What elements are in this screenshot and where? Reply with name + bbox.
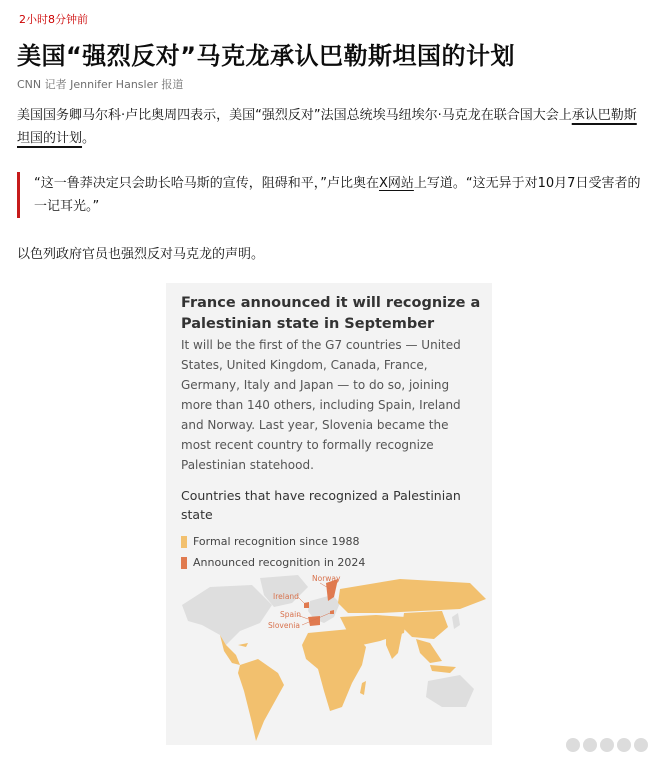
map-caribbean bbox=[238, 643, 248, 647]
watermark-dot-icon bbox=[583, 738, 597, 752]
article-byline bbox=[17, 76, 183, 92]
watermark-dot-icon bbox=[617, 738, 631, 752]
infographic-description: It will be the first of the G7 countries — United States, United Kingdom, Canada, France, Germany, Italy and Japan — to do so, joining more than 140 others, including Spain, Ireland and Norway. Last year, Slovenia became the most recent country to formally recognize Palestinian statehood. bbox=[181, 338, 461, 472]
map-japan bbox=[452, 613, 460, 629]
map-china bbox=[402, 611, 448, 639]
rubio-quote-block bbox=[17, 172, 652, 218]
watermark-dot-icon bbox=[634, 738, 648, 752]
map-subtitle: Countries that have recognized a Palestinian state bbox=[181, 488, 461, 522]
recognition-infographic bbox=[166, 283, 492, 745]
byline-source[interactable]: CNN bbox=[17, 78, 42, 91]
map-ireland bbox=[304, 602, 309, 608]
map-russia bbox=[338, 579, 486, 613]
map-south-america bbox=[238, 659, 284, 741]
map-india bbox=[386, 633, 402, 659]
map-north-america bbox=[182, 585, 272, 645]
map-madagascar bbox=[360, 681, 366, 695]
legend-swatch-announced bbox=[181, 557, 187, 569]
legend-item-formal bbox=[181, 535, 359, 548]
article-headline: 美国“强烈反对”马克龙承认巴勒斯坦国的计划 bbox=[17, 42, 516, 70]
quote-text-after: 上写道。“这无异于对10月7日受害者的一记耳光。” bbox=[34, 176, 641, 214]
map-southeast-asia bbox=[416, 639, 442, 663]
map-indonesia bbox=[430, 665, 456, 673]
legend-item-announced bbox=[181, 556, 365, 569]
map-australia bbox=[426, 675, 474, 707]
world-map bbox=[180, 573, 490, 743]
legend-swatch-formal bbox=[181, 536, 187, 548]
map-label-slovenia: Slovenia bbox=[268, 621, 300, 630]
map-spain bbox=[308, 616, 320, 626]
byline-reporter-prefix: 记者 bbox=[44, 78, 67, 91]
paragraph-1-end: 。 bbox=[82, 131, 96, 146]
recognize-palestine-link[interactable]: 承认巴勒斯坦国的计划 bbox=[17, 108, 637, 146]
article-paragraph-2: 以色列政府官员也强烈反对马克龙的声明。 bbox=[17, 247, 265, 262]
byline-reporter-suffix: 报道 bbox=[161, 78, 184, 91]
x-website-link[interactable]: X网站 bbox=[378, 176, 414, 191]
legend-label-formal: Formal recognition since 1988 bbox=[193, 535, 360, 548]
byline-reporter[interactable]: Jennifer Hansler bbox=[70, 78, 158, 91]
map-label-norway: Norway bbox=[312, 574, 341, 583]
article-paragraph-1 bbox=[17, 104, 647, 150]
watermark-decoration bbox=[566, 738, 648, 752]
map-africa bbox=[302, 629, 366, 711]
paragraph-1-text: 美国国务卿马尔科·卢比奥周四表示，美国“强烈反对”法国总统埃马纽埃尔·马克龙在联合国大会上 bbox=[17, 108, 572, 123]
watermark-dot-icon bbox=[566, 738, 580, 752]
infographic-title: France announced it will recognize a Palestinian state in September bbox=[181, 295, 481, 332]
map-label-ireland: Ireland bbox=[273, 592, 299, 601]
legend-label-announced: Announced recognition in 2024 bbox=[193, 556, 366, 569]
watermark-dot-icon bbox=[600, 738, 614, 752]
quote-text-before: “这一鲁莽决定只会助长哈马斯的宣传，阻碍和平，”卢比奥在 bbox=[34, 176, 379, 191]
map-label-spain: Spain bbox=[280, 610, 301, 619]
article-timestamp: 2小时8分钟前 bbox=[19, 13, 88, 26]
